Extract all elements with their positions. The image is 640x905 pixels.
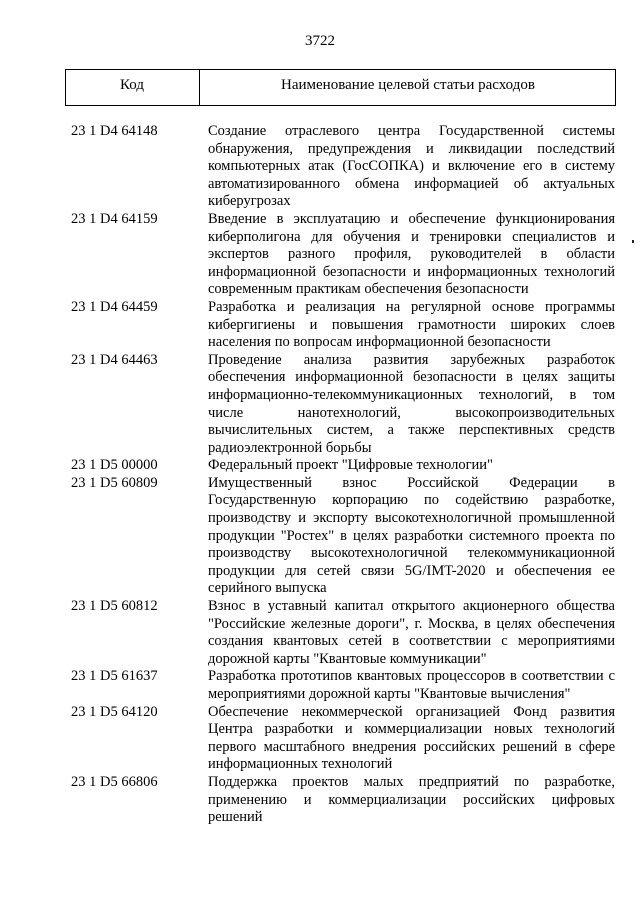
table-row [71,774,616,827]
table-body [71,123,616,827]
row-code: 23 1 D4 64148 [71,123,158,139]
row-code: 23 1 D5 64120 [71,703,158,720]
table-row [71,211,616,299]
row-description: Федеральный проект "Цифровые технологии" [208,457,493,474]
header-name-label: Наименование целевой статьи расходов [281,77,535,93]
scan-artifact-speck [632,240,634,243]
row-description: Создание отраслевого центра Государственной системы обнаружения, предупреждения и ликвидации последствий компьютерных атак (ГосСОПКА) и включение его в систему автоматизированного обмена информацией об актуальных киберугрозах [208,123,615,210]
row-description: Обеспечение некоммерческой организацией Фонд развития Центра разработки и коммерциализации новых технологий первого масштабного внедрения российских решений в сфере информационных технологий [208,703,615,773]
row-description: Взнос в уставный капитал открытого акционерного общества "Российские железные дороги", г. Москва, в целях обеспечения создания квантовых сетей в соответствии с мероприятиями дорожной карты "Квантовые коммуникации" [208,598,615,667]
header-code-label: Код [120,77,144,93]
table-row [71,123,616,211]
table-row [71,457,616,475]
table-row [71,475,616,598]
row-code: 23 1 D5 60809 [71,474,158,491]
page-number: 3722 [305,33,335,49]
row-code: 23 1 D5 61637 [71,668,158,685]
table-row [71,668,616,703]
row-description: Разработка прототипов квантовых процессоров в соответствии с мероприятиями дорожной карты "Квантовые вычисления" [208,668,615,702]
row-code: 23 1 D4 64459 [71,298,158,315]
table-row [71,598,616,668]
row-description: Проведение анализа развития зарубежных разработок обеспечения информационной безопасности в целях защиты информационно-телекоммуникационных технологий, в том числе нанотехнологий, высокопроизводительных вычислительных систем, а также перспективных средств радиоэлектронной борьбы [208,351,615,456]
row-description: Поддержка проектов малых предприятий по разработке, применению и коммерциализации российских цифровых решений [208,773,615,826]
row-code: 23 1 D4 64159 [71,210,158,227]
row-description: Имущественный взнос Российской Федерации в Государственную корпорацию по содействию разработке, производству и экспорту высокотехнологичной промышленной продукции "Ростех" в целях разработки системного проекта по производству высокотехнологичной телекоммуникационной продукции для сетей связи 5G/IMT-2020 и обеспечения ее серийного выпуска [208,474,615,597]
row-code: 23 1 D5 00000 [71,457,158,474]
table-header [65,69,616,106]
row-description: Разработка и реализация на регулярной основе программы кибергигиены и повышения грамотности широких слоев населения по вопросам информационной безопасности [208,298,615,351]
table-row [71,704,616,774]
table-row [71,352,616,458]
row-description: Введение в эксплуатацию и обеспечение функционирования киберполигона для обучения и тренировки специалистов и экспертов разного профиля, руководителей в области информационной безопасности и информационных технологий современным практикам обеспечения безопасности [208,210,615,298]
row-code: 23 1 D4 64463 [71,351,158,368]
table-row [71,299,616,352]
row-code: 23 1 D5 66806 [71,773,158,790]
row-code: 23 1 D5 60812 [71,598,158,615]
